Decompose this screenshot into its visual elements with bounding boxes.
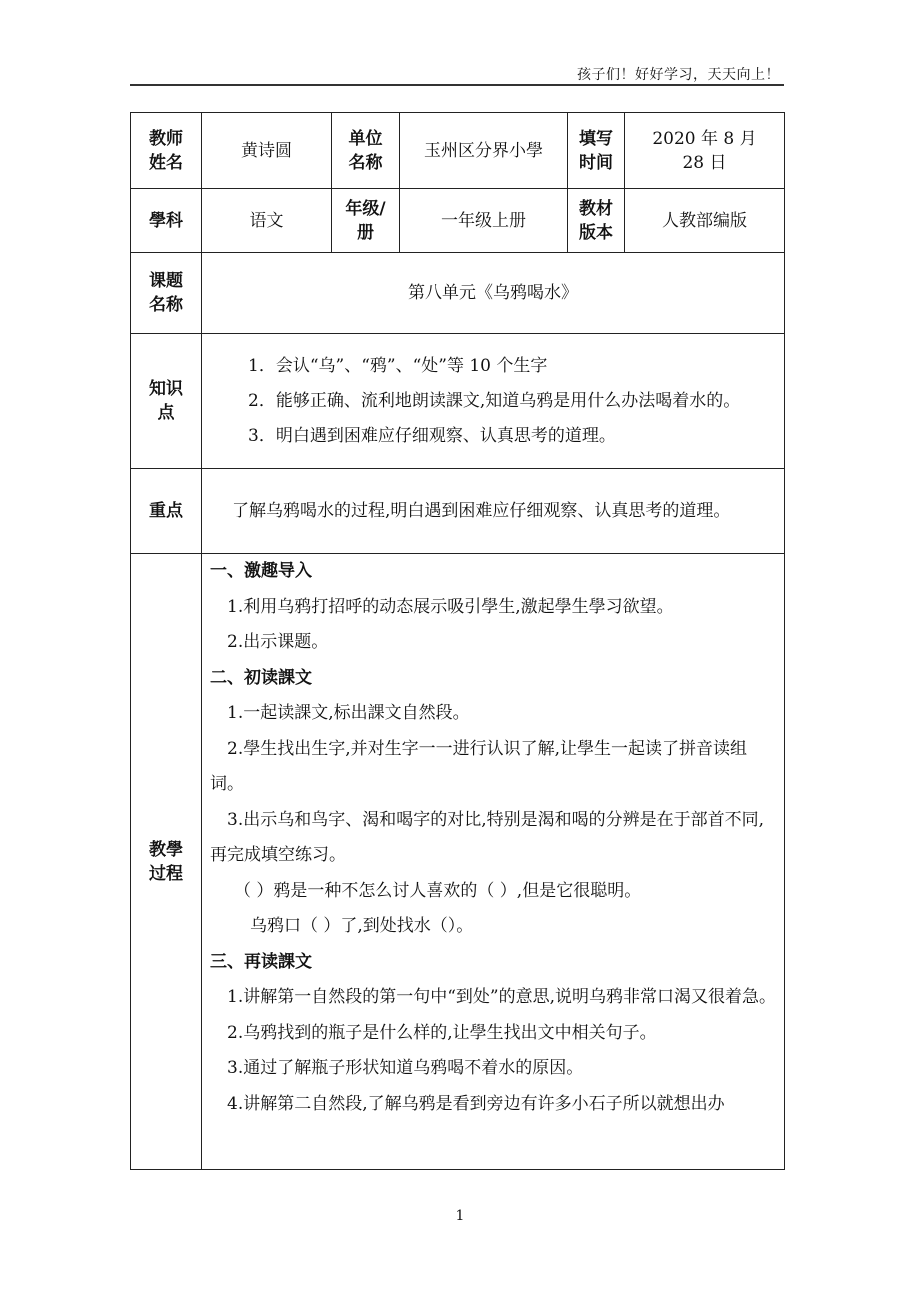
edition-label: 教材 版本 — [568, 189, 625, 253]
keypoint-text: 了解乌鸦喝水的过程,明白遇到困难应仔细观察、认真思考的道理。 — [202, 469, 785, 554]
subject-value: 语文 — [202, 189, 332, 253]
section-heading: 三、再读課文 — [210, 951, 312, 972]
process-item: 1.讲解第一自然段的第一句中“到处”的意思,说明乌鸦非常口渴又很着急。 — [227, 987, 777, 1007]
subject-label: 學科 — [131, 189, 202, 253]
process-item: 2.出示课题。 — [227, 632, 329, 652]
teacher-name: 黄诗圆 — [202, 113, 332, 189]
teacher-label: 教师 姓名 — [131, 113, 202, 189]
lesson-title-row — [131, 253, 785, 334]
fill-date: 2020 年 8 月 28 日 — [625, 113, 785, 189]
process-item: 2.乌鸦找到的瓶子是什么样的,让學生找出文中相关句子。 — [227, 1022, 657, 1043]
process-item: 3.出示乌和鸟字、渴和喝字的对比,特别是渴和喝的分辨是在于部首不同,再完成填空练习。 — [210, 809, 765, 865]
lesson-title-label: 课题 名称 — [131, 253, 202, 334]
process-item: 1.利用乌鸦打招呼的动态展示吸引學生,激起學生學习欲望。 — [227, 596, 674, 617]
process-label: 教學 过程 — [131, 554, 202, 1170]
info-row-2 — [131, 189, 785, 253]
knowledge-row — [131, 334, 785, 469]
unit-name: 玉州区分界小學 — [400, 113, 568, 189]
process-content — [202, 554, 785, 1170]
lesson-title: 第八单元《乌鸦喝水》 — [202, 253, 785, 334]
edition-value: 人教部编版 — [625, 189, 785, 253]
lesson-plan-table — [130, 112, 785, 1170]
keypoint-row — [131, 469, 785, 554]
process-item: 1.一起读課文,标出課文自然段。 — [227, 703, 470, 723]
knowledge-point: 2．能够正确、流利地朗读課文,知道乌鸦是用什么办法喝着水的。 — [248, 390, 741, 411]
time-label: 填写 时间 — [568, 113, 625, 189]
process-item: 4.讲解第二自然段,了解乌鸦是看到旁边有许多小石子所以就想出办 — [227, 1093, 725, 1114]
knowledge-label: 知识 点 — [131, 334, 202, 469]
unit-label: 单位 名称 — [332, 113, 400, 189]
section-heading: 二、初读課文 — [210, 667, 312, 688]
knowledge-point: 1．会认“乌”、“鸦”、“处”等 10 个生字 — [248, 355, 548, 376]
knowledge-point: 3．明白遇到困难应仔细观察、认真思考的道理。 — [248, 425, 616, 446]
grade-value: 一年级上册 — [400, 189, 568, 253]
page-number: 1 — [455, 1208, 465, 1224]
section-heading: 一、激趣导入 — [210, 561, 312, 581]
header-motto: 孩子们！好好学习，天天向上！ — [577, 67, 780, 83]
fill-blank-exercise: 乌鸦口（ ）了,到处找水（）。 — [250, 916, 474, 936]
process-row — [131, 554, 785, 1170]
fill-blank-exercise: （ ）鸦是一种不怎么讨人喜欢的（ ）,但是它很聪明。 — [234, 880, 642, 901]
knowledge-points — [202, 334, 785, 469]
process-item: 3.通过了解瓶子形状知道乌鸦喝不着水的原因。 — [227, 1058, 584, 1078]
header-rule — [130, 84, 784, 86]
info-row-1 — [131, 113, 785, 189]
keypoint-label: 重点 — [131, 469, 202, 554]
grade-label: 年级/ 册 — [332, 189, 400, 253]
process-item: 2.學生找出生字,并对生字一一进行认识了解,让學生一起读了拼音读组词。 — [210, 738, 748, 794]
